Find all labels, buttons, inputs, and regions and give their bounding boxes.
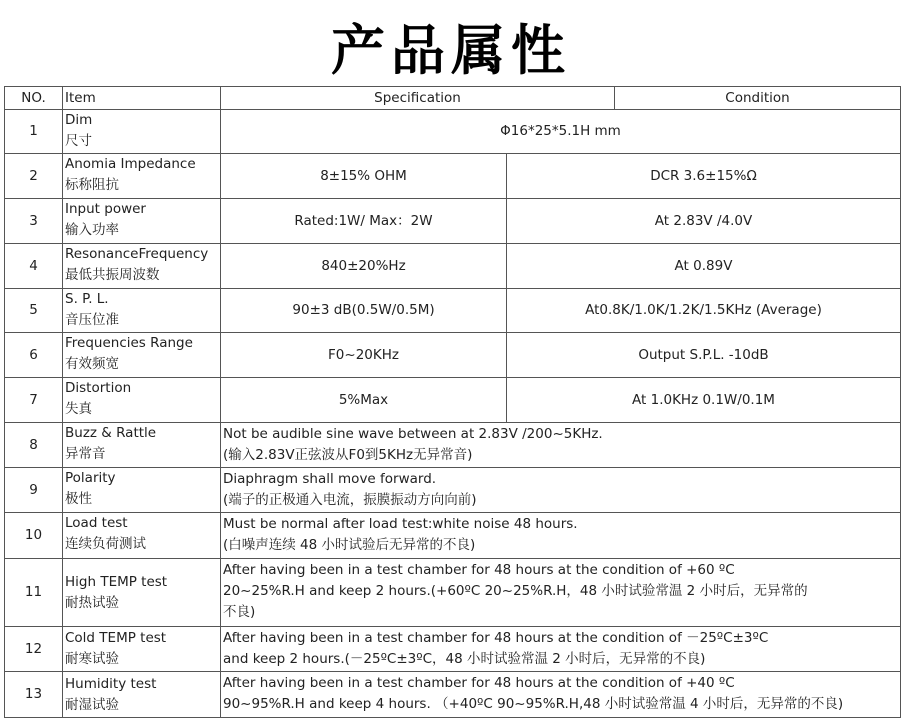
- page-title: 产品属性: [331, 19, 571, 82]
- table-row: [5, 244, 901, 289]
- item-cn: 连续负荷测试: [65, 536, 146, 552]
- row-no: 13: [5, 672, 63, 718]
- table-row: [5, 289, 901, 333]
- table-row: [5, 627, 901, 672]
- row-no: 8: [5, 423, 63, 468]
- desc-line: (白噪声连续 48 小时试验后无异常的不良): [223, 537, 476, 553]
- desc-line: (端子的正极通入电流，振膜振动方向向前): [223, 492, 477, 508]
- row-spec: 8±15% OHM: [221, 154, 507, 199]
- header-no: NO.: [5, 87, 63, 110]
- item-en: Distortion: [65, 380, 132, 396]
- item-en: Buzz & Rattle: [65, 425, 157, 441]
- desc-line: Not be audible sine wave between at 2.83V /200~5KHz.: [223, 426, 603, 442]
- item-cn: 标称阻抗: [65, 177, 119, 193]
- row-spec: 90±3 dB(0.5W/0.5M): [221, 289, 507, 333]
- row-item: [63, 513, 221, 559]
- table-row: [5, 513, 901, 559]
- item-en: S. P. L.: [65, 291, 109, 307]
- row-item: [63, 199, 221, 244]
- row-cond: At 2.83V /4.0V: [507, 199, 901, 244]
- item-cn: 尺寸: [65, 133, 92, 149]
- item-cn: 最低共振周波数: [65, 267, 160, 283]
- table-row: [5, 423, 901, 468]
- row-no: 9: [5, 468, 63, 513]
- table-row: [5, 559, 901, 627]
- item-cn: 有效频宽: [65, 356, 119, 372]
- item-cn: 耐寒试验: [65, 651, 119, 667]
- desc-line: After having been in a test chamber for 48 hours at the condition of +60 ºC: [223, 562, 735, 578]
- item-en: Anomia Impedance: [65, 156, 196, 172]
- row-item: [63, 627, 221, 672]
- item-cn: 耐湿试验: [65, 696, 119, 713]
- desc-line: After having been in a test chamber for 48 hours at the condition of +40 ºC: [223, 675, 735, 691]
- row-item: [63, 378, 221, 423]
- row-no: 7: [5, 378, 63, 423]
- row-item: [63, 289, 221, 333]
- row-item: [63, 154, 221, 199]
- header-spec: Specification: [221, 87, 615, 110]
- item-cn: 异常音: [65, 446, 106, 462]
- row-description: [221, 559, 901, 627]
- row-item: [63, 244, 221, 289]
- row-no: 12: [5, 627, 63, 672]
- item-cn: 耐热试验: [65, 594, 119, 611]
- row-cond: DCR 3.6±15%Ω: [507, 154, 901, 199]
- table-row: [5, 199, 901, 244]
- row-no: 5: [5, 289, 63, 333]
- desc-line: After having been in a test chamber for 48 hours at the condition of －25ºC±3ºC: [223, 630, 769, 646]
- row-no: 4: [5, 244, 63, 289]
- table-row: [5, 378, 901, 423]
- row-cond: At 0.89V: [507, 244, 901, 289]
- row-description: [221, 513, 901, 559]
- item-en: Input power: [65, 201, 146, 217]
- item-cn: 极性: [65, 491, 92, 507]
- row-item: [63, 468, 221, 513]
- row-item: [63, 672, 221, 718]
- row-cond: At 1.0KHz 0.1W/0.1M: [507, 378, 901, 423]
- row-spec: 5%Max: [221, 378, 507, 423]
- table-row: [5, 468, 901, 513]
- row-description: [221, 468, 901, 513]
- row-cond: At0.8K/1.0K/1.2K/1.5KHz (Average): [507, 289, 901, 333]
- item-en: Cold TEMP test: [65, 630, 167, 646]
- table-row: [5, 154, 901, 199]
- row-no: 10: [5, 513, 63, 559]
- desc-line: and keep 2 hours.(－25ºC±3ºC，48 小时试验常温 2 小时后，无异常的不良): [223, 651, 706, 667]
- item-en: Load test: [65, 515, 128, 531]
- row-no: 6: [5, 333, 63, 378]
- desc-line: 90~95%R.H and keep 4 hours. （+40ºC 90~95%R.H,48 小时试验常温 4 小时后，无异常的不良): [223, 696, 844, 712]
- table-row: [5, 110, 901, 154]
- table-row: [5, 333, 901, 378]
- desc-line: Diaphragm shall move forward.: [223, 471, 437, 487]
- row-item: [63, 110, 221, 154]
- item-en: ResonanceFrequency: [65, 246, 209, 262]
- item-en: Dim: [65, 112, 93, 128]
- table-row: [5, 672, 901, 718]
- desc-line: Must be normal after load test:white noise 48 hours.: [223, 516, 578, 532]
- row-spec: F0~20KHz: [221, 333, 507, 378]
- row-spec: 840±20%Hz: [221, 244, 507, 289]
- row-description: [221, 672, 901, 718]
- row-spec: Φ16*25*5.1H mm: [221, 110, 901, 154]
- row-no: 1: [5, 110, 63, 154]
- row-item: [63, 559, 221, 627]
- spec-table: [4, 86, 901, 718]
- item-en: Polarity: [65, 470, 116, 486]
- row-description: [221, 627, 901, 672]
- item-cn: 失真: [65, 401, 92, 417]
- item-en: Frequencies Range: [65, 335, 193, 351]
- desc-line: 不良): [223, 604, 256, 620]
- row-description: [221, 423, 901, 468]
- header-cond: Condition: [615, 87, 901, 110]
- desc-line: 20~25%R.H and keep 2 hours.(+60ºC 20~25%R.H，48 小时试验常温 2 小时后，无异常的: [223, 583, 808, 599]
- row-item: [63, 423, 221, 468]
- item-cn: 音压位准: [65, 312, 119, 328]
- item-cn: 输入功率: [65, 222, 119, 238]
- row-no: 3: [5, 199, 63, 244]
- row-no: 11: [5, 559, 63, 627]
- row-no: 2: [5, 154, 63, 199]
- row-cond: Output S.P.L. -10dB: [507, 333, 901, 378]
- desc-line: (输入2.83V正弦波从F0到5KHz无异常音): [223, 447, 473, 463]
- item-en: High TEMP test: [65, 573, 168, 590]
- row-item: [63, 333, 221, 378]
- row-spec: Rated:1W/ Max：2W: [221, 199, 507, 244]
- item-en: Humidity test: [65, 675, 157, 692]
- table-header-row: [5, 87, 901, 110]
- header-item: Item: [63, 87, 221, 110]
